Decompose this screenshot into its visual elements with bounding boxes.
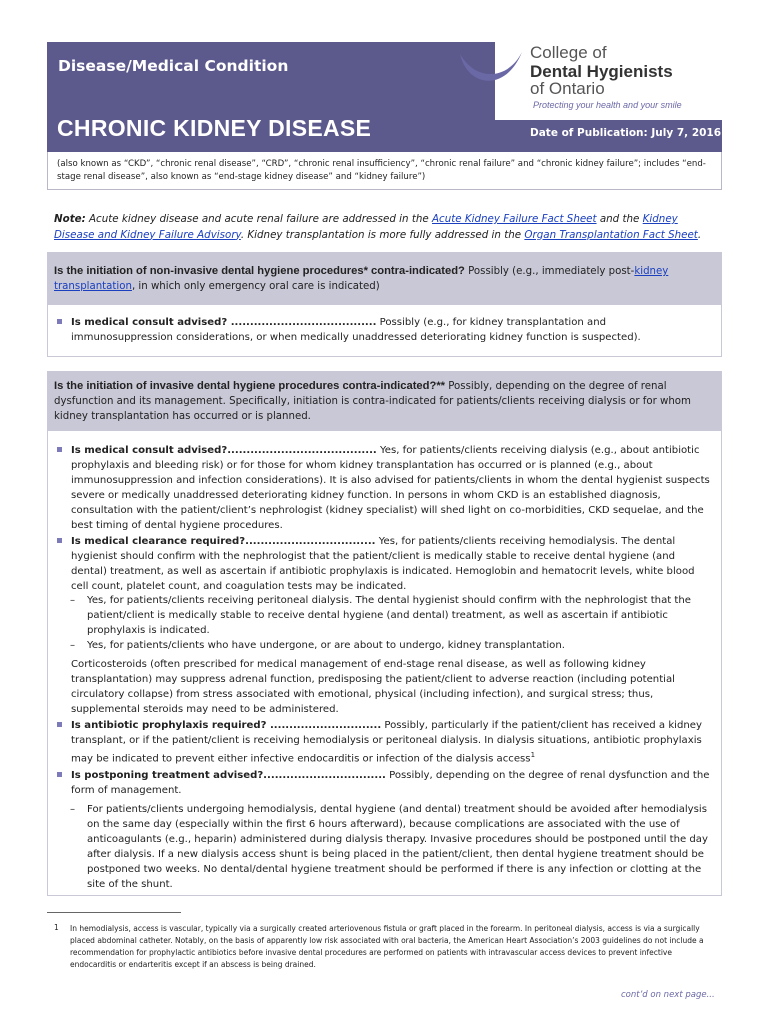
section1-consult-label: Is medical consult advised? ...................................... — [71, 317, 377, 328]
logo-text-line2: Dental Hygienists — [530, 62, 673, 81]
section2-clearance-text: Yes, for patients/clients receiving hemodialysis. The dental hygienist should confirm with the nephrologist that the patient/client is medically stable to receive dental hygiene (and dental) treatment, as well as ascertain if antibiotic prophylaxis is indicated. Hemoglobin and hematocrit levels, white blood cell count, platelet count, and coagulation tests may be indicated. — [71, 536, 695, 592]
logo-tagline: Protecting your health and your smile — [533, 100, 682, 110]
section2-antibiotic-label: Is antibiotic prophylaxis required? ............................. — [71, 720, 382, 731]
section2-consult-label: Is medical consult advised?....................................... — [71, 445, 377, 456]
section2-postpone-label: Is postponing treatment advised?................................ — [71, 770, 386, 781]
note-text-1: Acute kidney disease and acute renal failure are addressed in the — [85, 213, 432, 225]
bullet-icon — [57, 722, 62, 727]
kidney-disease-advisory-link[interactable]: Kidney Disease and Kidney Failure Advisory — [54, 213, 678, 241]
bullet-icon — [57, 772, 62, 777]
logo-swoosh-icon — [458, 48, 524, 94]
dash-icon: – — [70, 640, 76, 651]
footnote-ref-1[interactable]: 1 — [530, 751, 536, 759]
section1-consult-item — [71, 315, 711, 345]
footnote-divider — [47, 912, 181, 913]
section2-postpone-text: Possibly, depending on the degree of renal dysfunction and the form of management. — [71, 770, 710, 796]
section2-question-text: Is the initiation of invasive dental hygiene procedures contra-indicated?** — [54, 380, 446, 392]
bullet-icon — [57, 319, 62, 324]
organ-transplantation-link[interactable]: Organ Transplantation Fact Sheet — [524, 228, 698, 241]
section1-answer-b: , in which only emergency oral care is indicated) — [131, 281, 380, 292]
footnote-number: 1 — [54, 923, 59, 932]
also-known-as: (also known as “CKD”, “chronic renal disease”, “CRD”, “chronic renal insufficiency”, “chronic renal failure” and “chronic kidney failure”; includes “end-stage renal disease”, also known as “end-stage kidney disease” and “kidney failure”) — [57, 159, 706, 182]
kidney-transplantation-link[interactable]: kidney transplantation — [54, 266, 669, 292]
section1-answer-a: Possibly (e.g., immediately post- — [464, 266, 635, 277]
clearance-transplant-subitem: Yes, for patients/clients who have undergone, or are about to undergo, kidney transplantation. — [87, 640, 565, 651]
section2-consult-item — [71, 443, 711, 533]
clearance-peritoneal-subitem: Yes, for patients/clients receiving peritoneal dialysis. The dental hygienist should confirm with the nephrologist that the patient/client is medically stable to receive dental hygiene (and dental) treatment, as well as ascertain if antibiotic prophylaxis is indicated. — [87, 595, 691, 636]
acute-kidney-failure-link[interactable]: Acute Kidney Failure Fact Sheet — [432, 213, 597, 225]
section2-answer: Possibly, depending on the degree of renal dysfunction and its management. Specifically, initiation is contra-indicated for patients/clients receiving dialysis or for whom kidney transplantation has occurred or is planned. — [54, 381, 691, 422]
section2-antibiotic-text: Possibly, particularly if the patient/client has received a kidney transplant, or if the patient/client is receiving hemodialysis or peritoneal dialysis. In dialysis situations, antibiotic prophylaxis may be indicated to prevent either infective endocarditis or infection of the dialysis access — [71, 720, 702, 765]
section1-question-text: Is the initiation of non-invasive dental hygiene procedures* contra-indicated? — [54, 265, 465, 277]
note-paragraph — [54, 212, 714, 243]
footnote-text: In hemodialysis, access is vascular, typically via a surgically created arteriovenous fistula or graft placed in the forearm. In peritoneal dialysis, access is via a surgically placed abdominal catheter. Notably, on the basis of apparently low risk associated with oral bacteria, the American Heart Association’s 2003 guidelines do not include a recommendation for prophylactic antibiotics before invasive dental procedures are performed on patients with intravascular access devices to prevent infective endocarditis or endarteritis except if an abscess is being drained. — [70, 924, 704, 969]
note-text-4: . — [697, 228, 702, 241]
note-label: Note: — [54, 213, 86, 225]
continued-label: cont’d on next page... — [621, 990, 715, 1000]
dash-icon: – — [70, 595, 76, 606]
logo-text-line3: of Ontario — [530, 79, 605, 98]
postpone-hemodialysis-subitem: For patients/clients undergoing hemodialysis, dental hygiene (and dental) treatment should be avoided after hemodialysis on the same day (especially within the first 6 hours afterward), because complications are associated with the use of anticoagulants (e.g., heparin) administered during dialysis therapy. Invasive procedures should be postponed until the day after dialysis. If a new dialysis access shunt is being placed in the patient/client, then dental hygiene treatment should be postponed two weeks. No dental/dental hygiene treatment should be performed if there is any infection or clotting at the site of the shunt. — [87, 804, 708, 890]
section2-clearance-item — [71, 534, 711, 594]
note-text-3: . Kidney transplantation is more fully addressed in the — [240, 228, 525, 241]
corticosteroids-paragraph: Corticosteroids (often prescribed for medical management of end-stage renal disease, as well as following kidney transplantation) may suppress adrenal function, predisposing the patient/client to adverse reaction (including potential circulatory collapse) from stress associated with emotional, physical (including infection), and surgical stress; thus, supplemental steroids may need to be administered. — [71, 659, 675, 715]
section2-antibiotic-item — [71, 718, 711, 766]
publication-date: Date of Publication: July 7, 2016 — [530, 127, 722, 139]
section1-question — [54, 264, 710, 294]
bullet-icon — [57, 538, 62, 543]
section1-consult-text: Possibly (e.g., for kidney transplantation and immunosuppression considerations, or when medically unaddressed deteriorating kidney function is suspected). — [71, 317, 641, 343]
section2-question — [54, 379, 710, 424]
section2-postpone-item — [71, 768, 711, 798]
logo-text-line1: College of — [530, 43, 607, 62]
section2-consult-text: Yes, for patients/clients receiving dialysis (e.g., about antibiotic prophylaxis and bleeding risk) or for those for whom kidney transplantation has occurred or is planned (e.g., about immunosuppression and infection considerations). It is also advised for patients/clients in whom the dental hygienist suspects severe or medically unaddressed deteriorating kidney function. In persons in whom CKD is an established diagnosis, consultation with the patient/client’s nephrologist (kidney specialist) will shed light on co-morbidities, CKD sequelae, and the best timing of dental hygiene procedures. — [71, 445, 710, 531]
category-label: Disease/Medical Condition — [58, 57, 289, 75]
section2-clearance-label: Is medical clearance required?.................................. — [71, 536, 376, 547]
note-text-2: and the — [596, 213, 643, 225]
bullet-icon — [57, 447, 62, 452]
page-title: CHRONIC KIDNEY DISEASE — [57, 115, 372, 141]
dash-icon: – — [70, 804, 76, 815]
